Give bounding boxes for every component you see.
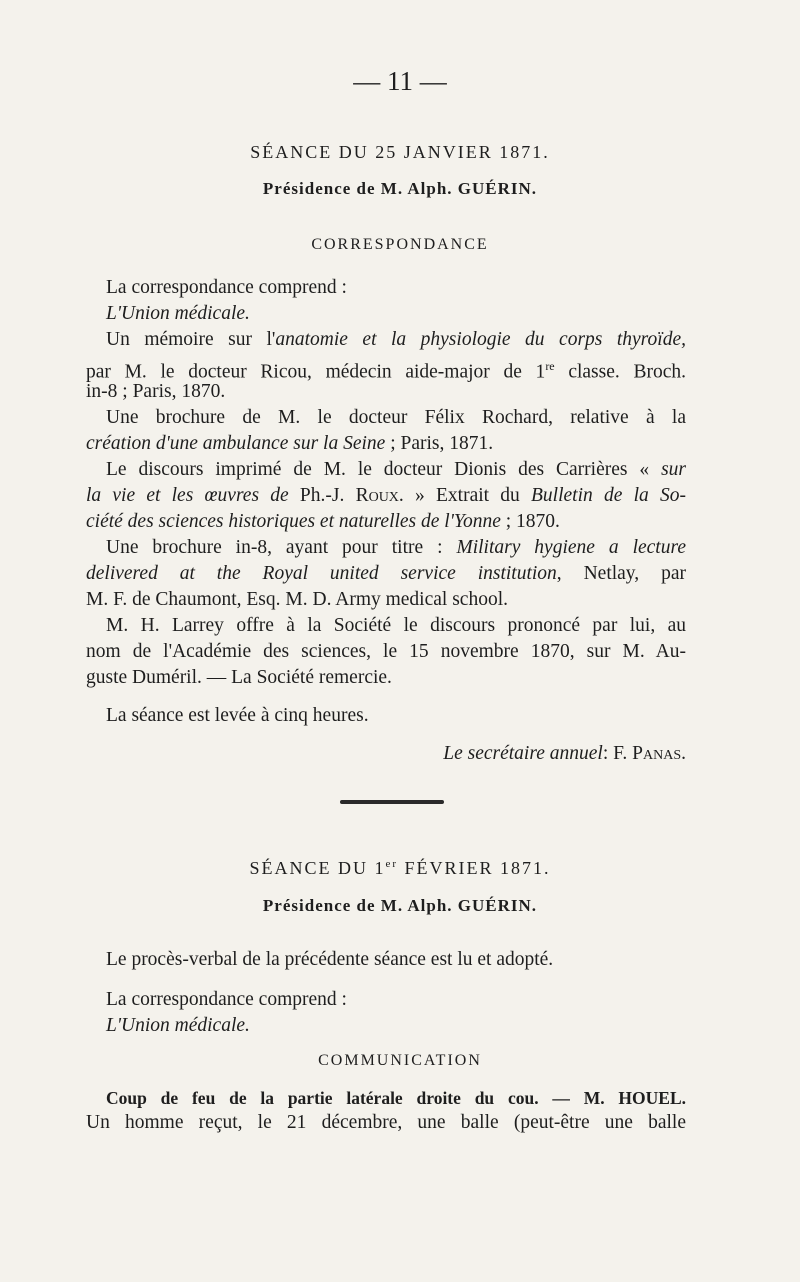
text-line: in-8 ; Paris, 1870.	[86, 381, 226, 402]
text-line: M. H. Larrey offre à la Société le discours prononcé par lui, au	[106, 615, 686, 636]
presidency-1: Présidence de M. Alph. GUÉRIN.	[262, 179, 538, 198]
text-line: Une brochure in-8, ayant pour titre : Military hygiene a lecture	[106, 537, 686, 558]
text-line: nom de l'Académie des sciences, le 15 novembre 1870, sur M. Au-	[86, 641, 686, 662]
text-line: Le discours imprimé de M. le docteur Dionis des Carrières « sur	[106, 459, 686, 480]
section-divider	[340, 800, 444, 804]
text-line: M. F. de Chaumont, Esq. M. D. Army medical school.	[86, 589, 508, 610]
text-line: guste Duméril. — La Société remercie.	[86, 667, 392, 688]
text-line: La correspondance comprend :	[106, 989, 347, 1010]
text-line: création d'une ambulance sur la Seine ; Paris, 1871.	[86, 433, 494, 454]
page-number: — 11 —	[353, 66, 447, 96]
signature: Le secrétaire annuel: F. Panas.	[443, 743, 686, 764]
section-heading-communication: COMMUNICATION	[318, 1052, 482, 1069]
article-heading: Coup de feu de la partie latérale droite du cou. — M. HOUEL.	[106, 1088, 686, 1108]
text-line: La correspondance comprend :	[106, 277, 347, 298]
text-line: L'Union médicale.	[106, 1015, 250, 1036]
text-line: Une brochure de M. le docteur Félix Rochard, relative à la	[106, 407, 686, 428]
text-line: Un mémoire sur l'anatomie et la physiologie du corps thyroïde,	[106, 329, 686, 350]
text-line: delivered at the Royal united service institution, Netlay, par	[86, 563, 686, 584]
text-line: par M. le docteur Ricou, médecin aide-major de 1re classe. Broch.	[86, 359, 686, 383]
text-line: ciété des sciences historiques et naturelles de l'Yonne ; 1870.	[86, 511, 560, 532]
text-line: L'Union médicale.	[106, 303, 250, 324]
session-title-1: SÉANCE DU 25 JANVIER 1871.	[250, 142, 550, 162]
text-line: Le procès-verbal de la précédente séance est lu et adopté.	[106, 949, 554, 970]
session-title-2: SÉANCE DU 1er FÉVRIER 1871.	[249, 858, 551, 878]
text-line: La séance est levée à cinq heures.	[106, 705, 369, 726]
text-line: Un homme reçut, le 21 décembre, une balle (peut-être une balle	[86, 1112, 686, 1133]
text-line: la vie et les œuvres de Ph.-J. Roux. » Extrait du Bulletin de la So-	[86, 485, 686, 506]
section-heading-correspondance: CORRESPONDANCE	[311, 236, 489, 253]
presidency-2: Présidence de M. Alph. GUÉRIN.	[262, 896, 538, 915]
